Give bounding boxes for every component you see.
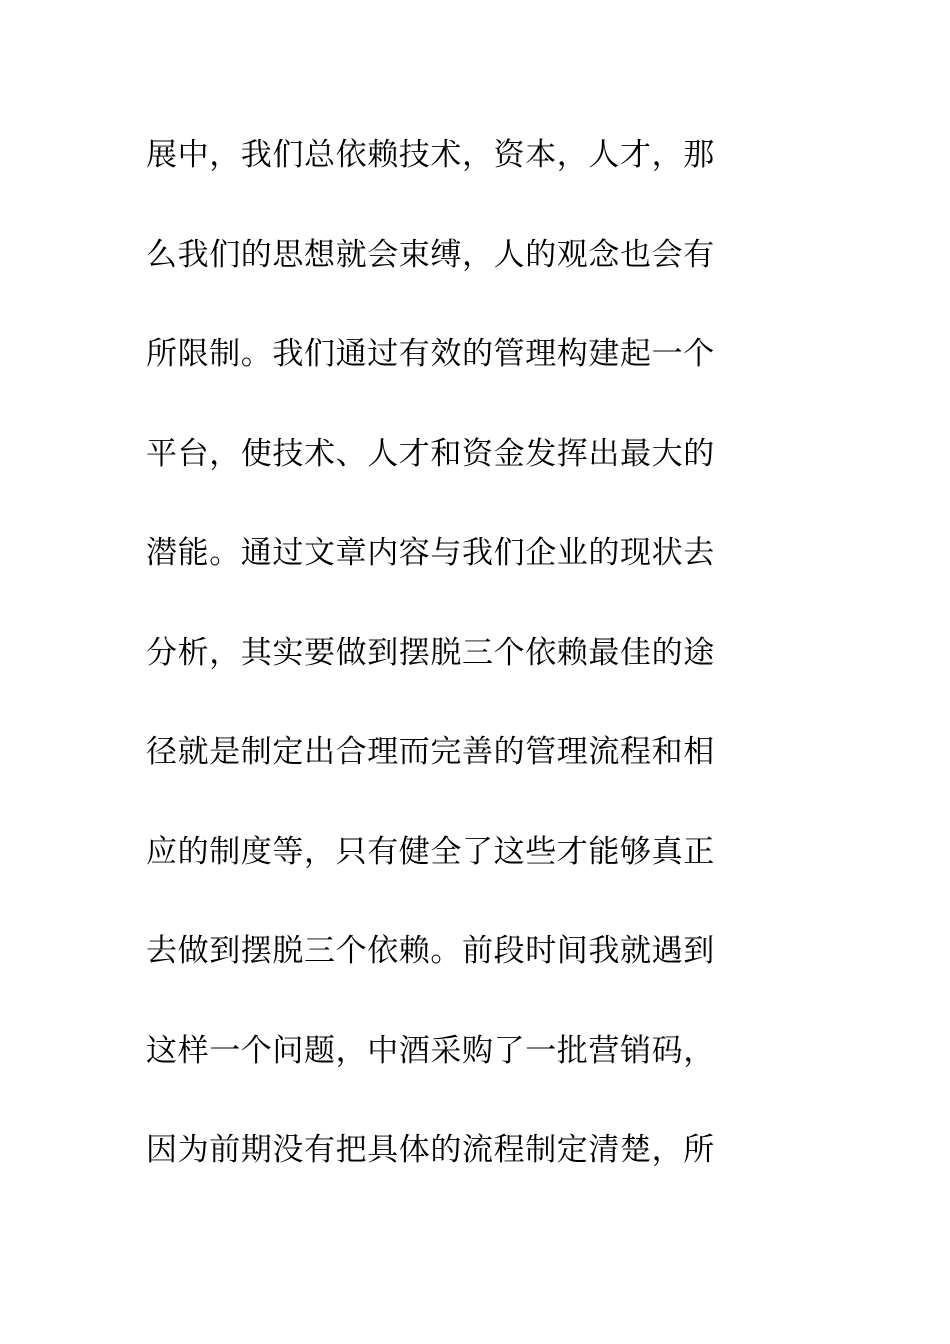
text-line: 所限制。我们通过有效的管理构建起一个	[146, 336, 715, 372]
text-line: 因为前期没有把具体的流程制定清楚，所	[146, 1132, 715, 1168]
text-line: 分析，其实要做到摆脱三个依赖最佳的途	[146, 634, 715, 671]
text-line: 这样一个问题，中酒采购了一批营销码，	[146, 1032, 715, 1069]
text-line: 径就是制定出合理而完善的管理流程和相	[146, 734, 715, 770]
text-line: 展中，我们总依赖技术，资本，人才，那	[146, 137, 715, 173]
text-line: 应的制度等，只有健全了这些才能够真正	[146, 833, 715, 870]
text-line: 平台，使技术、人才和资金发挥出最大的	[146, 435, 715, 472]
text-line: 去做到摆脱三个依赖。前段时间我就遇到	[146, 933, 715, 969]
body-text	[146, 126, 786, 1221]
text-line: 潜能。通过文章内容与我们企业的现状去	[146, 535, 715, 571]
text-line: 么我们的思想就会束缚，人的观念也会有	[146, 236, 715, 273]
